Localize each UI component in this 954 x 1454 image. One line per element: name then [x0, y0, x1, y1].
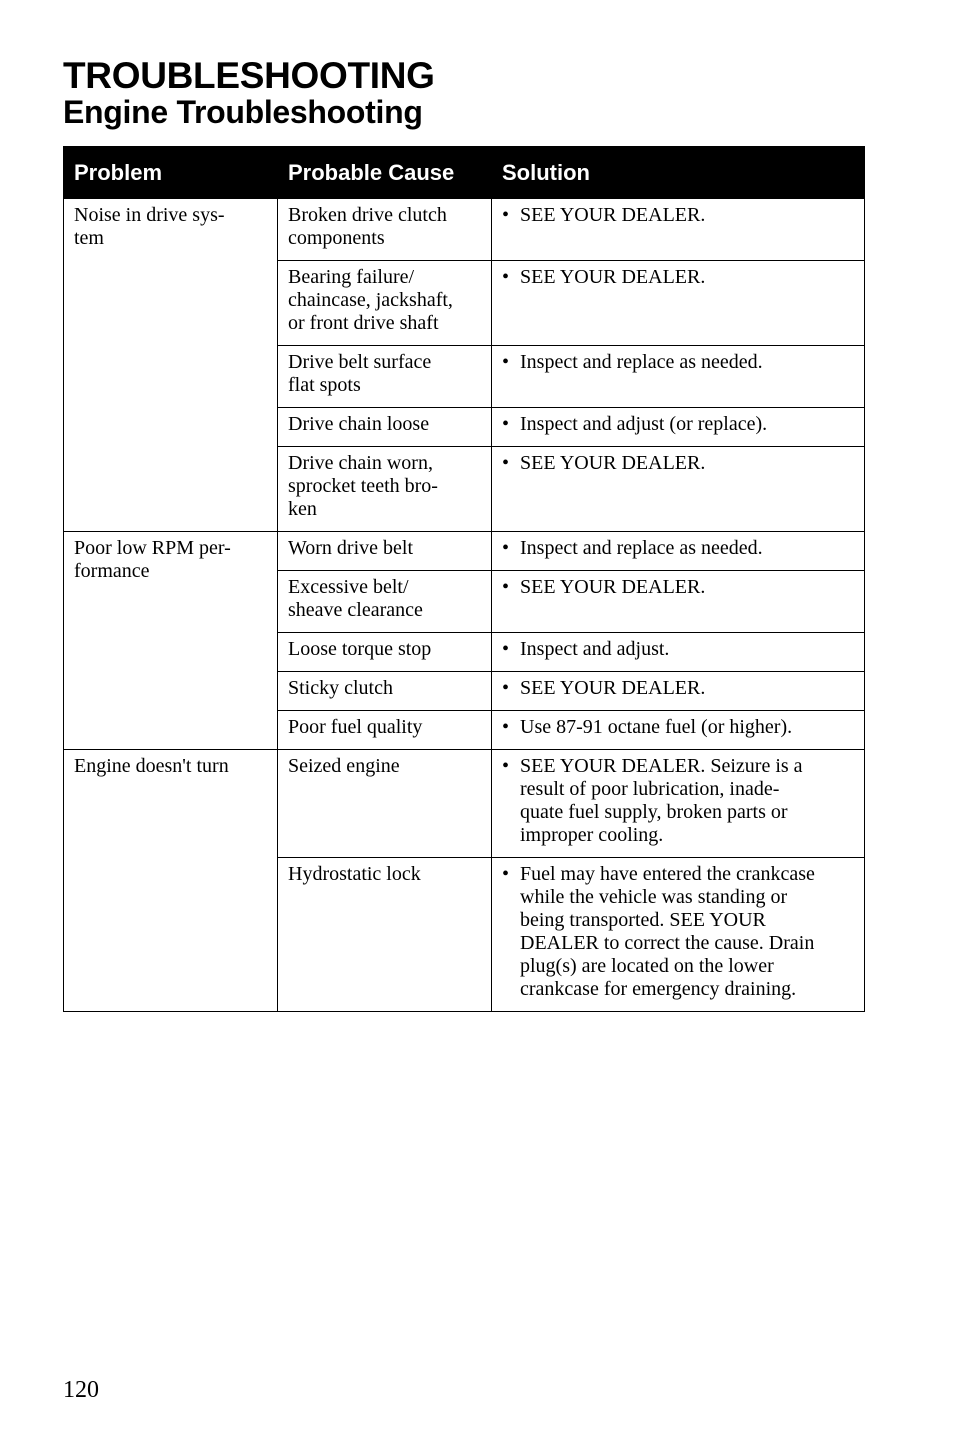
cause-cell [278, 858, 492, 1012]
problem-cell [64, 532, 278, 750]
solution-text: Inspect and replace as needed. [520, 351, 763, 373]
bullet-icon: • [502, 755, 510, 777]
cause-cell [278, 447, 492, 532]
cause-cell [278, 261, 492, 346]
table-row [64, 532, 865, 571]
problem-text: Engine doesn't turn [74, 755, 229, 777]
problem-text: Noise in drive sys- tem [74, 204, 225, 249]
cause-text: Broken drive clutch components [288, 204, 447, 249]
cause-text: Seized engine [288, 755, 400, 777]
problem-text: Poor low RPM per- formance [74, 537, 231, 582]
solution-cell [492, 261, 865, 346]
page-number: 120 [63, 1377, 99, 1403]
solution-cell [492, 633, 865, 672]
bullet-icon: • [502, 863, 510, 885]
cause-text: Sticky clutch [288, 677, 393, 699]
solution-text: Inspect and adjust. [520, 638, 670, 660]
solution-cell [492, 571, 865, 633]
bullet-icon: • [502, 716, 510, 738]
solution-cell [492, 858, 865, 1012]
cause-text: Drive chain loose [288, 413, 430, 435]
page-title: TROUBLESHOOTING [63, 55, 435, 96]
table-row [64, 750, 865, 858]
solution-text: Fuel may have entered the crankcase while the vehicle was standing or being transported. SEE YOUR DEALER to correct the cause. Drain plug(s) are located on the lower crankcase for emergency draining. [520, 863, 815, 1000]
cause-text: Worn drive belt [288, 537, 414, 559]
bullet-icon: • [502, 266, 510, 288]
solution-cell [492, 672, 865, 711]
cause-cell [278, 199, 492, 261]
solution-text: SEE YOUR DEALER. Seizure is a result of poor lubrication, inade- quate fuel supply, broken parts or improper cooling. [520, 755, 803, 846]
solution-text: SEE YOUR DEALER. [520, 452, 706, 474]
bullet-icon: • [502, 452, 510, 474]
table-row [64, 199, 865, 261]
cause-text: Drive chain worn, sprocket teeth bro- ken [288, 452, 438, 520]
cause-text: Excessive belt/ sheave clearance [288, 576, 423, 621]
cause-text: Drive belt surface flat spots [288, 351, 432, 396]
solution-text: SEE YOUR DEALER. [520, 677, 706, 699]
cause-text: Hydrostatic lock [288, 863, 421, 885]
solution-cell [492, 532, 865, 571]
column-header-solution: Solution [492, 147, 865, 199]
cause-cell [278, 633, 492, 672]
table-header-row [64, 147, 865, 199]
solution-cell [492, 408, 865, 447]
troubleshooting-table [63, 146, 865, 1012]
solution-cell [492, 199, 865, 261]
solution-text: Use 87-91 octane fuel (or higher). [520, 716, 793, 738]
cause-text: Loose torque stop [288, 638, 432, 660]
solution-cell [492, 447, 865, 532]
bullet-icon: • [502, 351, 510, 373]
solution-cell [492, 346, 865, 408]
bullet-icon: • [502, 537, 510, 559]
problem-cell [64, 750, 278, 1012]
cause-cell [278, 711, 492, 750]
solution-text: Inspect and adjust (or replace). [520, 413, 768, 435]
cause-cell [278, 532, 492, 571]
solution-text: SEE YOUR DEALER. [520, 204, 706, 226]
page-subtitle: Engine Troubleshooting [63, 94, 423, 130]
cause-text: Poor fuel quality [288, 716, 423, 738]
cause-cell [278, 346, 492, 408]
solution-cell [492, 711, 865, 750]
cause-text: Bearing failure/ chaincase, jackshaft, or front drive shaft [288, 266, 453, 334]
solution-cell [492, 750, 865, 858]
cause-cell [278, 571, 492, 633]
bullet-icon: • [502, 413, 510, 435]
bullet-icon: • [502, 638, 510, 660]
column-header-problem: Problem [64, 147, 278, 199]
solution-text: SEE YOUR DEALER. [520, 266, 706, 288]
bullet-icon: • [502, 204, 510, 226]
cause-cell [278, 750, 492, 858]
problem-cell [64, 199, 278, 532]
bullet-icon: • [502, 576, 510, 598]
solution-text: Inspect and replace as needed. [520, 537, 763, 559]
bullet-icon: • [502, 677, 510, 699]
cause-cell [278, 672, 492, 711]
cause-cell [278, 408, 492, 447]
solution-text: SEE YOUR DEALER. [520, 576, 706, 598]
column-header-probable-cause: Probable Cause [278, 147, 492, 199]
